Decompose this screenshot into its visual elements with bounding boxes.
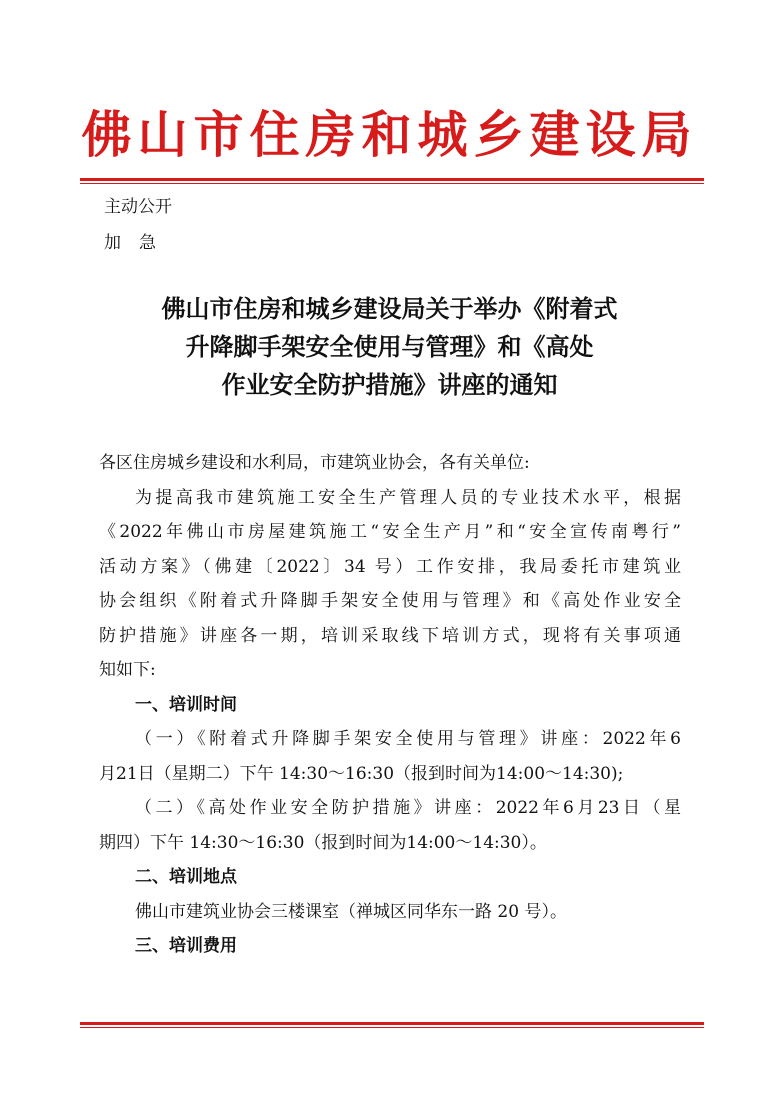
intro-line: 知如下: xyxy=(99,660,156,680)
salutation: 各区住房城乡建设和水利局，市建筑业协会，各有关单位: xyxy=(99,453,530,473)
document-title xyxy=(0,290,779,404)
disclosure-label: 主动公开 xyxy=(104,197,172,217)
intro-line: 协会组织《附着式升降脚手架安全使用与管理》和《高处作业安全 xyxy=(99,591,681,611)
section-heading-time: 一、培训时间 xyxy=(135,694,237,715)
footer-divider-thin xyxy=(80,1027,704,1028)
time-item-1-line: （一）《附着式升降脚手架安全使用与管理》讲座：2022年6 xyxy=(135,729,681,749)
header-divider-thick xyxy=(80,178,704,181)
document-title-line: 作业安全防护措施》讲座的通知 xyxy=(221,370,558,399)
document-title-line: 升降脚手架安全使用与管理》和《高处 xyxy=(185,332,594,361)
time-item-1-line: 月21日（星期二）下午 14:30～16:30（报到时间为14:00～14:30); xyxy=(99,763,624,784)
time-item-2-line: （二）《高处作业安全防护措施》讲座：2022年6月23日（星 xyxy=(135,798,681,818)
time-item-2-line: 期四）下午 14:30～16:30（报到时间为14:00～14:30）。 xyxy=(99,832,547,853)
intro-line: 《2022年佛山市房屋建筑施工“安全生产月”和“安全宣传南粤行” xyxy=(99,522,681,542)
section-heading-fees: 三、培训费用 xyxy=(135,936,237,956)
footer-divider xyxy=(80,1022,704,1028)
intro-line: 为提高我市建筑施工安全生产管理人员的专业技术水平，根据 xyxy=(135,487,681,508)
header-divider-thin xyxy=(80,183,704,184)
document-title-line: 佛山市住房和城乡建设局关于举办《附着式 xyxy=(161,294,618,323)
intro-line: 防护措施》讲座各一期，培训采取线下培训方式，现将有关事项通 xyxy=(99,625,681,646)
footer-divider-thick xyxy=(80,1022,704,1025)
header-divider xyxy=(80,178,704,184)
section-heading-location: 二、培训地点 xyxy=(135,867,237,887)
location-content: 佛山市建筑业协会三楼课室（禅城区同华东一路 20 号）。 xyxy=(135,901,567,922)
urgency-label: 加急 xyxy=(104,233,174,253)
document-body xyxy=(99,446,681,964)
issuer-header: 佛山市住房和城乡建设局 xyxy=(81,105,698,164)
intro-line: 活动方案》（佛建〔2022〕34 号）工作安排，我局委托市建筑业 xyxy=(99,556,681,577)
